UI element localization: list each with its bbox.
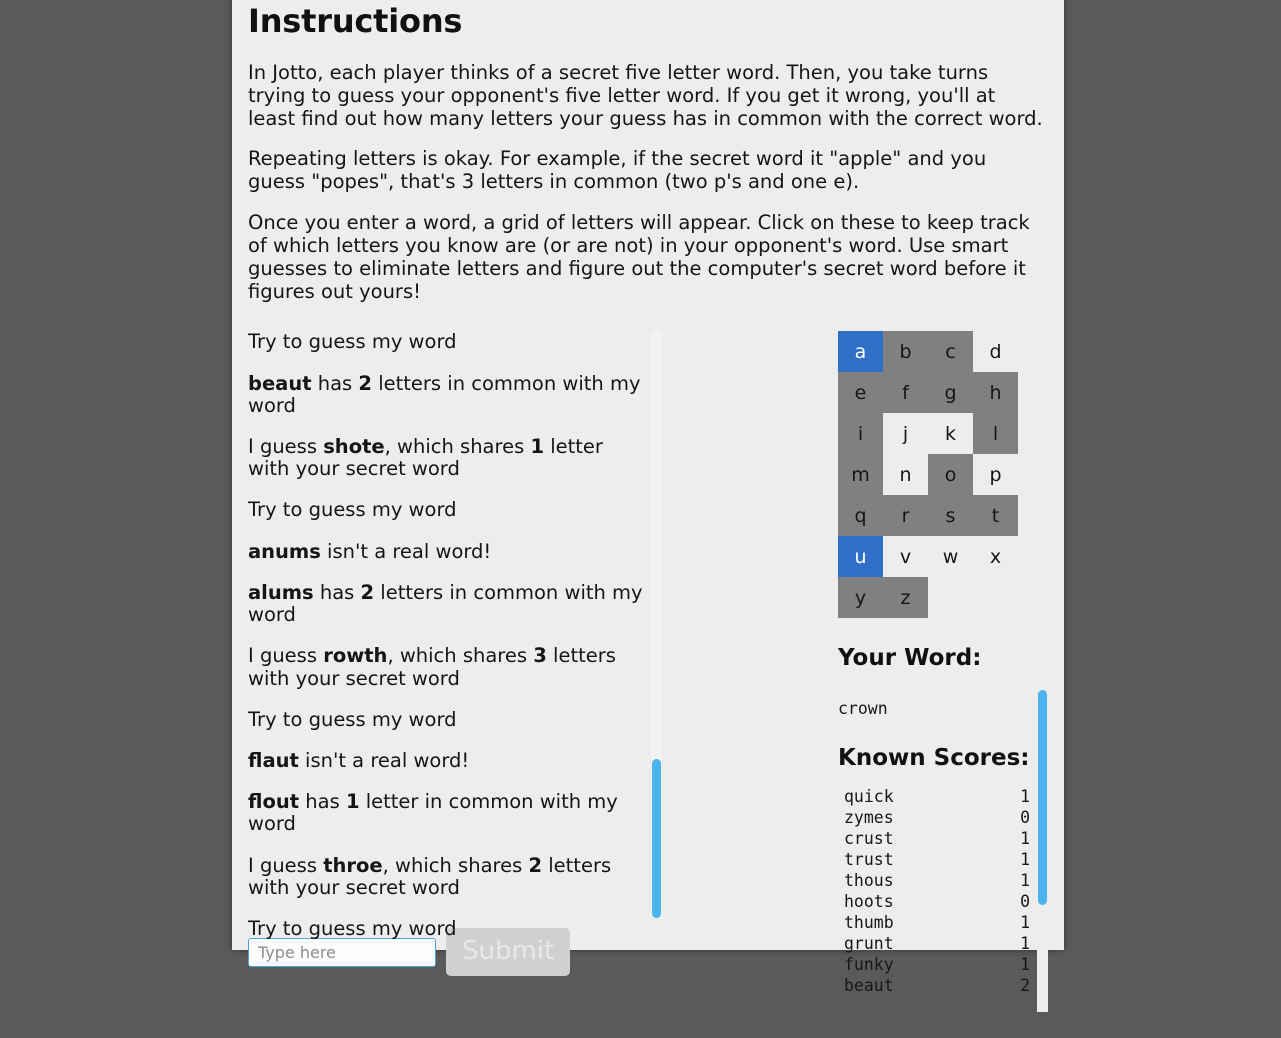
instruction-paragraph-3: Once you enter a word, a grid of letters will appear. Click on these to keep track of which letters you know are (or are not) in your opponent's word. Use smart guesses to eliminate letters and figure out the computer's secret word before it figures out yours! bbox=[248, 211, 1030, 303]
log-column bbox=[248, 331, 662, 1038]
score-value: 1 bbox=[1020, 934, 1030, 954]
letter-cell-i[interactable]: i bbox=[838, 413, 883, 454]
score-row bbox=[838, 975, 1030, 996]
letter-cell-o[interactable]: o bbox=[928, 454, 973, 495]
score-row bbox=[838, 954, 1030, 975]
score-word: beaut bbox=[844, 976, 894, 996]
letter-cell-n[interactable]: n bbox=[883, 454, 928, 495]
game-container bbox=[232, 0, 1064, 996]
score-row bbox=[838, 828, 1030, 849]
guess-input[interactable] bbox=[248, 938, 436, 967]
log-entry: Try to guess my word bbox=[248, 330, 457, 354]
board-spacer bbox=[662, 331, 838, 1038]
game-board bbox=[248, 331, 1048, 1038]
letter-cell-k[interactable]: k bbox=[928, 413, 973, 454]
score-word: grunt bbox=[844, 934, 894, 954]
letter-cell-h[interactable]: h bbox=[973, 372, 1018, 413]
letter-cell-x[interactable]: x bbox=[973, 536, 1018, 577]
score-value: 1 bbox=[1020, 913, 1030, 933]
log-entry: alums has 2 letters in common with my word bbox=[248, 580, 643, 627]
score-value: 1 bbox=[1020, 787, 1030, 807]
score-value: 0 bbox=[1020, 892, 1030, 912]
log-entry: Try to guess my word bbox=[248, 917, 457, 941]
letter-cell-m[interactable]: m bbox=[838, 454, 883, 495]
letter-cell-c[interactable]: c bbox=[928, 331, 973, 372]
score-word: thous bbox=[844, 871, 894, 891]
letter-cell-e[interactable]: e bbox=[838, 372, 883, 413]
score-row bbox=[838, 849, 1030, 870]
log-entry: flaut isn't a real word! bbox=[248, 748, 470, 772]
score-row bbox=[838, 807, 1030, 828]
score-word: trust bbox=[844, 850, 894, 870]
score-value: 1 bbox=[1020, 955, 1030, 975]
your-word-value: crown bbox=[838, 699, 888, 719]
log-entry: flout has 1 letter in common with my word bbox=[248, 790, 618, 836]
score-word: hoots bbox=[844, 892, 894, 912]
letter-cell-s[interactable]: s bbox=[928, 495, 973, 536]
log-entry: I guess rowth, which shares 3 letters with your secret word bbox=[248, 644, 616, 690]
score-value: 1 bbox=[1020, 871, 1030, 891]
known-scores-list[interactable] bbox=[838, 786, 1048, 1038]
letter-cell-j[interactable]: j bbox=[883, 413, 928, 454]
letter-cell-z[interactable]: z bbox=[883, 577, 928, 618]
letter-cell-b[interactable]: b bbox=[883, 331, 928, 372]
letter-cell-l[interactable]: l bbox=[973, 413, 1018, 454]
score-word: funky bbox=[844, 955, 894, 975]
message-log[interactable] bbox=[248, 330, 662, 941]
score-word: quick bbox=[844, 787, 894, 807]
letter-cell-g[interactable]: g bbox=[928, 372, 973, 413]
letter-cell-q[interactable]: q bbox=[838, 495, 883, 536]
instruction-paragraph-2: Repeating letters is okay. For example, if the secret word it "apple" and you guess "popes", that's 3 letters in common (two p's and one e). bbox=[248, 147, 987, 194]
score-value: 1 bbox=[1020, 829, 1030, 849]
letter-cell-y[interactable]: y bbox=[838, 577, 883, 618]
instructions-body bbox=[248, 62, 1048, 303]
score-word: thumb bbox=[844, 913, 894, 933]
log-entry: Try to guess my word bbox=[248, 498, 457, 522]
scores-scrollbar-thumb[interactable] bbox=[1038, 690, 1047, 905]
letter-grid[interactable] bbox=[838, 331, 1018, 618]
score-value: 0 bbox=[1020, 808, 1030, 828]
score-row bbox=[838, 870, 1030, 891]
instruction-paragraph-1: In Jotto, each player thinks of a secret five letter word. Then, you take turns trying to guess your opponent's five letter word. If you get it wrong, you'll at least find out how many letters your guess has in common with the correct word. bbox=[248, 61, 1043, 130]
submit-button[interactable]: Submit bbox=[446, 928, 570, 976]
log-entry: anums isn't a real word! bbox=[248, 539, 492, 563]
page-title: Instructions bbox=[248, 2, 463, 40]
log-entry: I guess shote, which shares 1 letter with your secret word bbox=[248, 434, 603, 481]
known-scores-heading: Known Scores: bbox=[838, 745, 1030, 772]
log-scrollbar-track[interactable] bbox=[651, 331, 662, 914]
your-word-heading: Your Word: bbox=[838, 645, 982, 672]
log-entry: beaut has 2 letters in common with my word bbox=[248, 371, 641, 417]
log-scrollbar-thumb[interactable] bbox=[652, 759, 661, 918]
score-value: 1 bbox=[1020, 850, 1030, 870]
score-word: crust bbox=[844, 829, 894, 849]
score-row bbox=[838, 891, 1030, 912]
letter-cell-v[interactable]: v bbox=[883, 536, 928, 577]
log-entry: Try to guess my word bbox=[248, 707, 457, 731]
scores-scrollbar-track[interactable] bbox=[1037, 717, 1048, 1012]
score-row bbox=[838, 912, 1030, 933]
letter-cell-a[interactable]: a bbox=[838, 331, 883, 372]
letter-cell-u[interactable]: u bbox=[838, 536, 883, 577]
log-entry: I guess throe, which shares 2 letters with your secret word bbox=[248, 853, 612, 899]
letter-cell-d[interactable]: d bbox=[973, 331, 1018, 372]
letter-cell-w[interactable]: w bbox=[928, 536, 973, 577]
side-panel bbox=[838, 331, 1048, 1038]
letter-cell-r[interactable]: r bbox=[883, 495, 928, 536]
score-word: zymes bbox=[844, 808, 894, 828]
score-value: 2 bbox=[1020, 976, 1030, 996]
known-scores-panel bbox=[838, 745, 1048, 1038]
score-row bbox=[838, 933, 1030, 954]
letter-cell-p[interactable]: p bbox=[973, 454, 1018, 495]
score-row bbox=[838, 786, 1030, 807]
letter-cell-f[interactable]: f bbox=[883, 372, 928, 413]
letter-cell-t[interactable]: t bbox=[973, 495, 1018, 536]
